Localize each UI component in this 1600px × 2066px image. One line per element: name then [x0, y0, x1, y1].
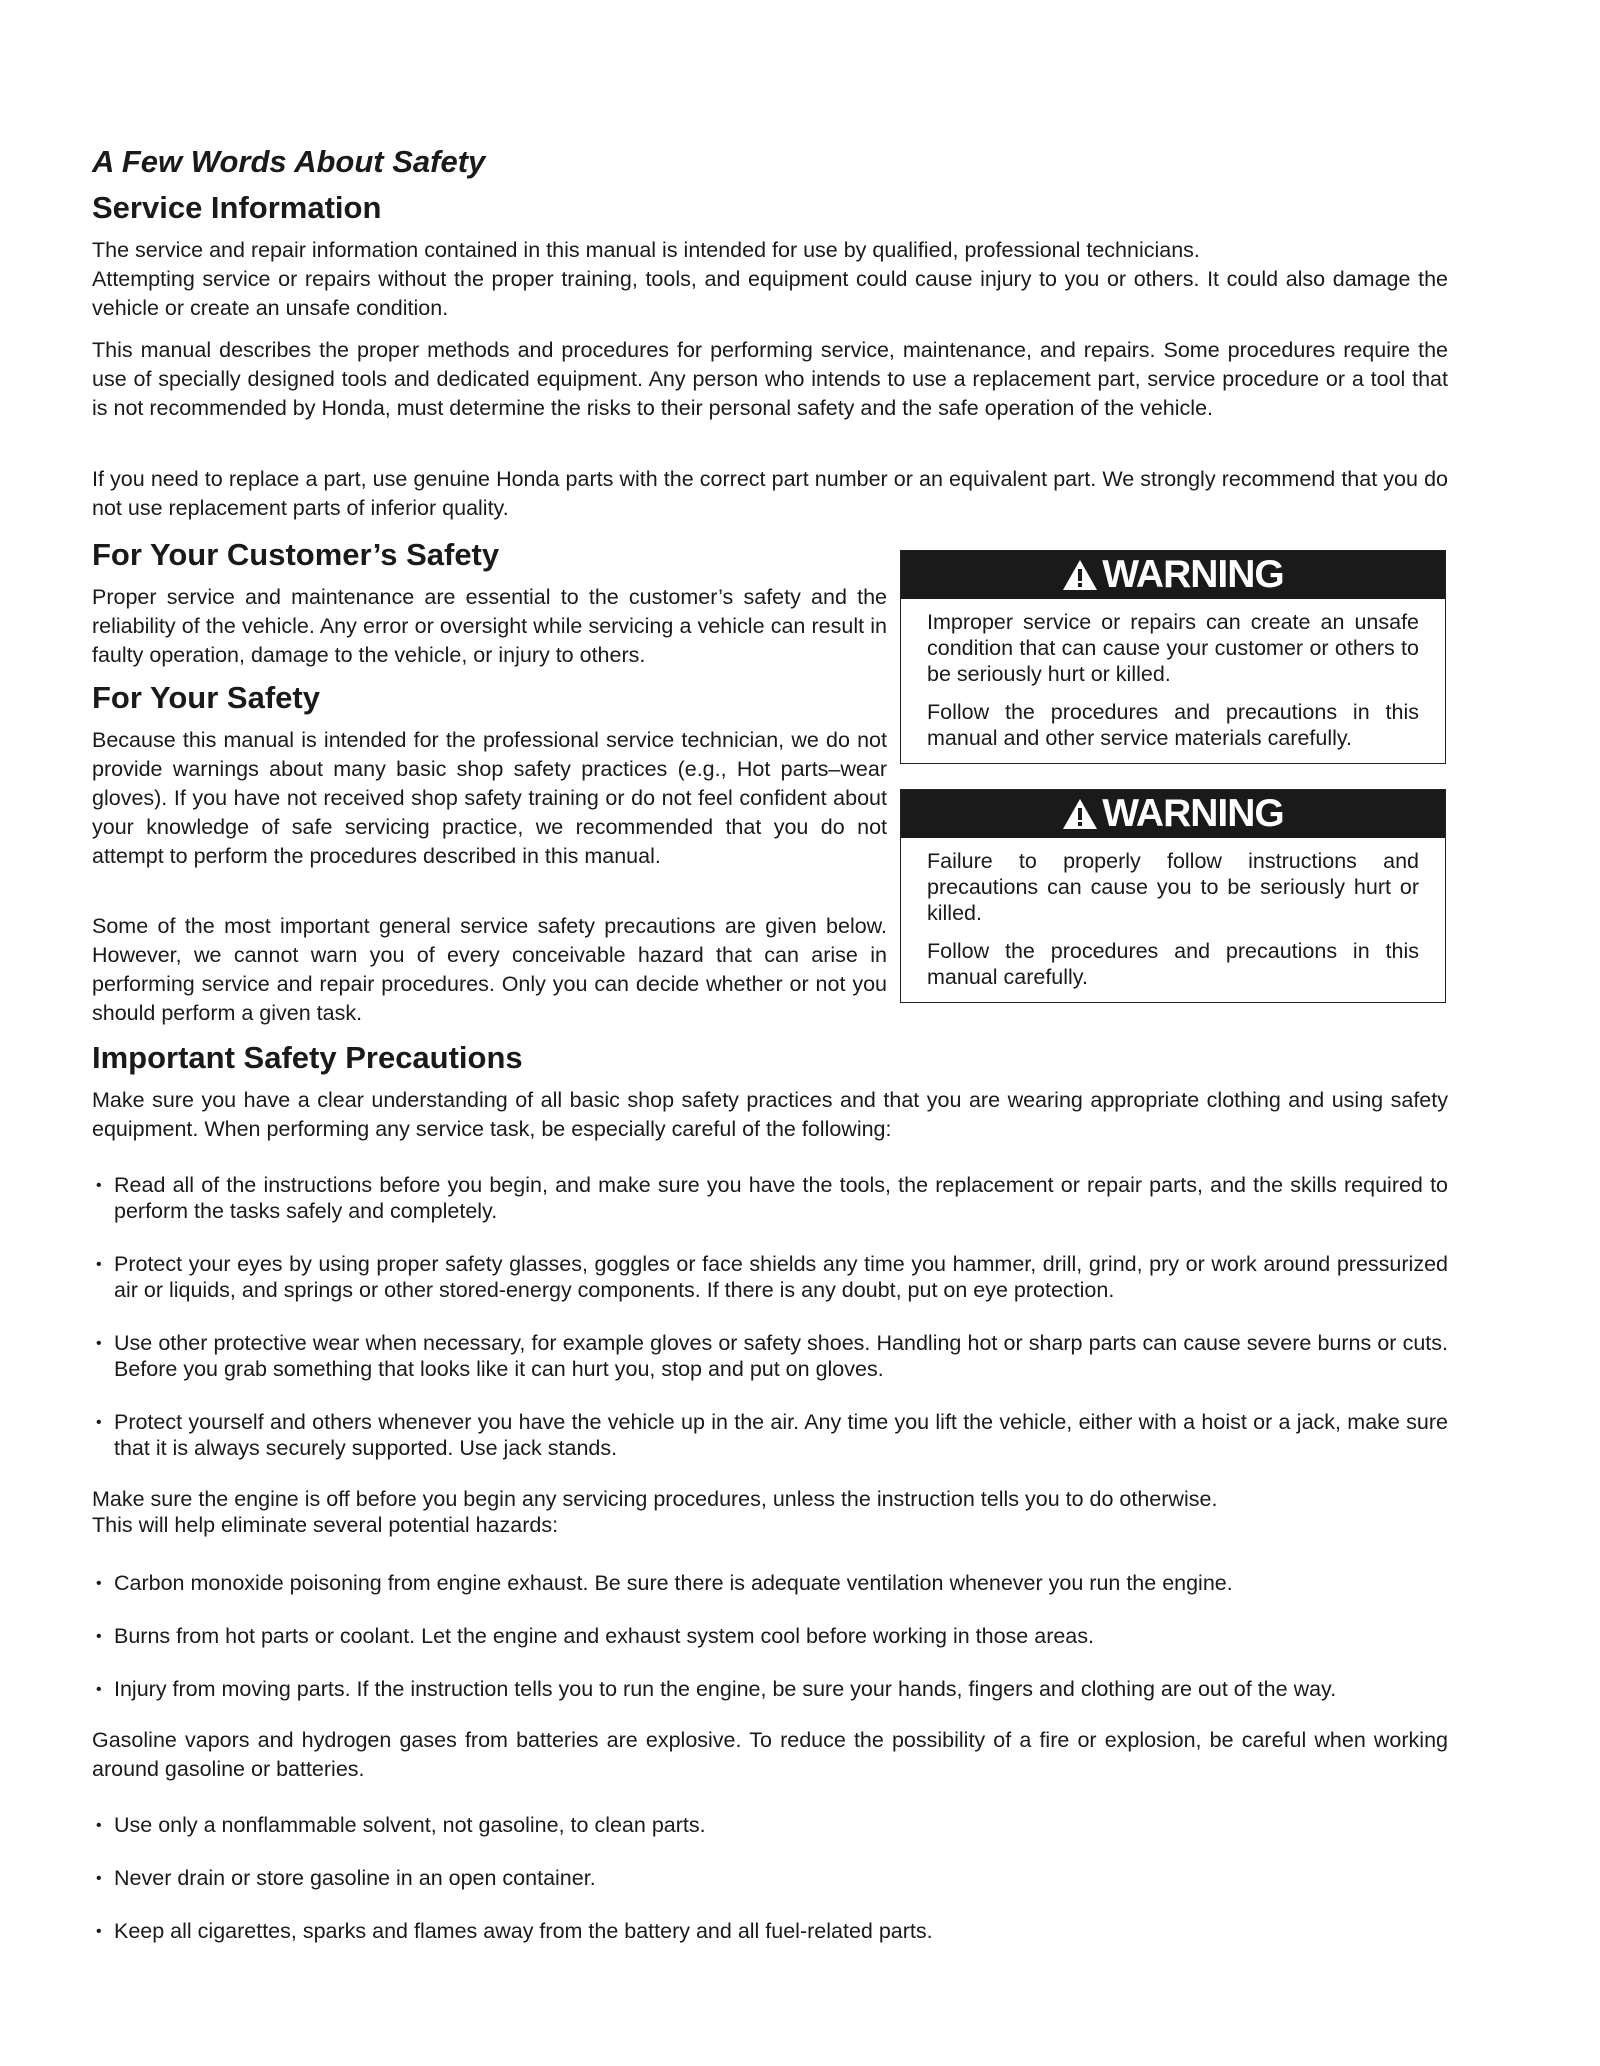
gasoline-warning: Gasoline vapors and hydrogen gases from batteries are explosive. To reduce the possibility of a fire or explosion, be careful when working around gasoline or batteries.	[92, 1728, 1448, 1781]
list-item	[96, 1409, 1448, 1461]
list-item	[96, 1623, 1448, 1650]
warning-box-1	[900, 550, 1446, 764]
list-item	[96, 1865, 1448, 1892]
page-title: A Few Words About Safety	[92, 144, 486, 179]
warning-text: Improper service or repairs can create an unsafe condition that can cause your customer or others to be seriously hurt or killed.	[927, 610, 1419, 686]
warning-instruction: Follow the procedures and precautions in this manual carefully.	[927, 939, 1419, 989]
warning-box-2	[900, 789, 1446, 1003]
list-item	[96, 1570, 1448, 1597]
engine-off-line1: Make sure the engine is off before you begin any servicing procedures, unless the instruction tells you to do otherwise.	[92, 1487, 1218, 1511]
list-item	[96, 1251, 1448, 1303]
bullet: •	[96, 1575, 102, 1592]
list-item-text: Carbon monoxide poisoning from engine exhaust. Be sure there is adequate ventilation whenever you run the engine.	[114, 1571, 1233, 1595]
bullet: •	[96, 1177, 102, 1194]
warning-instruction: Follow the procedures and precautions in this manual and other service materials carefully.	[927, 700, 1419, 750]
your-safety-paragraph2: Some of the most important general service safety precautions are given below. However, we cannot warn you of every conceivable hazard that can arise in performing service and repair procedures. Only you can decide whether or not you should perform a given task.	[92, 914, 887, 1025]
warning-label: WARNING	[1102, 792, 1284, 835]
list-item-text: Use other protective wear when necessary, for example gloves or safety shoes. Handling hot or sharp parts can cause severe burns or cuts. Before you grab something that looks like it can hurt you, stop and put on gloves.	[114, 1331, 1448, 1381]
bullet: •	[96, 1870, 102, 1887]
your-safety-paragraph1: Because this manual is intended for the professional service technician, we do not provide warnings about many basic shop safety practices (e.g., Hot parts–wear gloves). If you have not received shop safety training or do not feel confident about your knowledge of safe servicing practice, we recommended that you do not attempt to perform the procedures described in this manual.	[92, 728, 887, 868]
warning-header	[901, 790, 1445, 838]
warning-triangle-icon	[1062, 798, 1098, 830]
warning-label: WARNING	[1102, 553, 1284, 596]
engine-off-line2: This will help eliminate several potential hazards:	[92, 1513, 559, 1537]
service-info-paragraph3: If you need to replace a part, use genuine Honda parts with the correct part number or an equivalent part. We strongly recommend that you do not use replacement parts of inferior quality.	[92, 467, 1448, 520]
bullet: •	[96, 1335, 102, 1352]
customer-safety-text: Proper service and maintenance are essential to the customer’s safety and the reliability of the vehicle. Any error or oversight while servicing a vehicle can result in faulty operation, damage to the vehicle, or injury to others.	[92, 585, 887, 667]
service-info-line1: The service and repair information contained in this manual is intended for use by qualified, professional technicians.	[92, 238, 1200, 262]
warning-text: Failure to properly follow instructions and precautions can cause you to be seriously hurt or killed.	[927, 849, 1419, 925]
list-item	[96, 1676, 1448, 1703]
bullet: •	[96, 1681, 102, 1698]
list-item-text: Never drain or store gasoline in an open container.	[114, 1866, 596, 1890]
precautions-heading: Important Safety Precautions	[92, 1040, 523, 1075]
bullet: •	[96, 1923, 102, 1940]
customer-safety-heading: For Your Customer’s Safety	[92, 537, 500, 572]
bullet: •	[96, 1414, 102, 1431]
list-item	[96, 1330, 1448, 1382]
bullet: •	[96, 1817, 102, 1834]
precautions-intro: Make sure you have a clear understanding of all basic shop safety practices and that you are wearing appropriate clothing and using safety equipment. When performing any service task, be especially careful of the following:	[92, 1088, 1448, 1141]
list-item	[96, 1812, 1448, 1839]
service-info-paragraph2: This manual describes the proper methods and procedures for performing service, maintenance, and repairs. Some procedures require the use of specially designed tools and dedicated equipment. Any person who intends to use a replacement part, service procedure or a tool that is not recommended by Honda, must determine the risks to their personal safety and the safe operation of the vehicle.	[92, 338, 1448, 420]
list-item-text: Burns from hot parts or coolant. Let the engine and exhaust system cool before working in those areas.	[114, 1624, 1094, 1648]
list-item-text: Protect yourself and others whenever you have the vehicle up in the air. Any time you lift the vehicle, either with a hoist or a jack, make sure that it is always securely supported. Use jack stands.	[114, 1410, 1448, 1460]
list-item-text: Read all of the instructions before you begin, and make sure you have the tools, the replacement or repair parts, and the skills required to perform the tasks safely and completely.	[114, 1173, 1448, 1223]
list-item	[96, 1172, 1448, 1224]
bullet: •	[96, 1256, 102, 1273]
your-safety-heading: For Your Safety	[92, 680, 320, 715]
list-item	[96, 1918, 1448, 1945]
list-item-text: Protect your eyes by using proper safety glasses, goggles or face shields any time you hammer, drill, grind, pry or work around pressurized air or liquids, and springs or other stored-energy components. If there is any doubt, put on eye protection.	[114, 1252, 1448, 1302]
warning-triangle-icon	[1062, 559, 1098, 591]
list-item-text: Keep all cigarettes, sparks and flames away from the battery and all fuel-related parts.	[114, 1919, 933, 1943]
warning-header	[901, 551, 1445, 599]
service-info-line2: Attempting service or repairs without the proper training, tools, and equipment could cause injury to you or others. It could also damage the vehicle or create an unsafe condition.	[92, 267, 1448, 320]
list-item-text: Use only a nonflammable solvent, not gasoline, to clean parts.	[114, 1813, 706, 1837]
list-item-text: Injury from moving parts. If the instruction tells you to run the engine, be sure your hands, fingers and clothing are out of the way.	[114, 1677, 1337, 1701]
bullet: •	[96, 1628, 102, 1645]
service-information-heading: Service Information	[92, 190, 382, 225]
